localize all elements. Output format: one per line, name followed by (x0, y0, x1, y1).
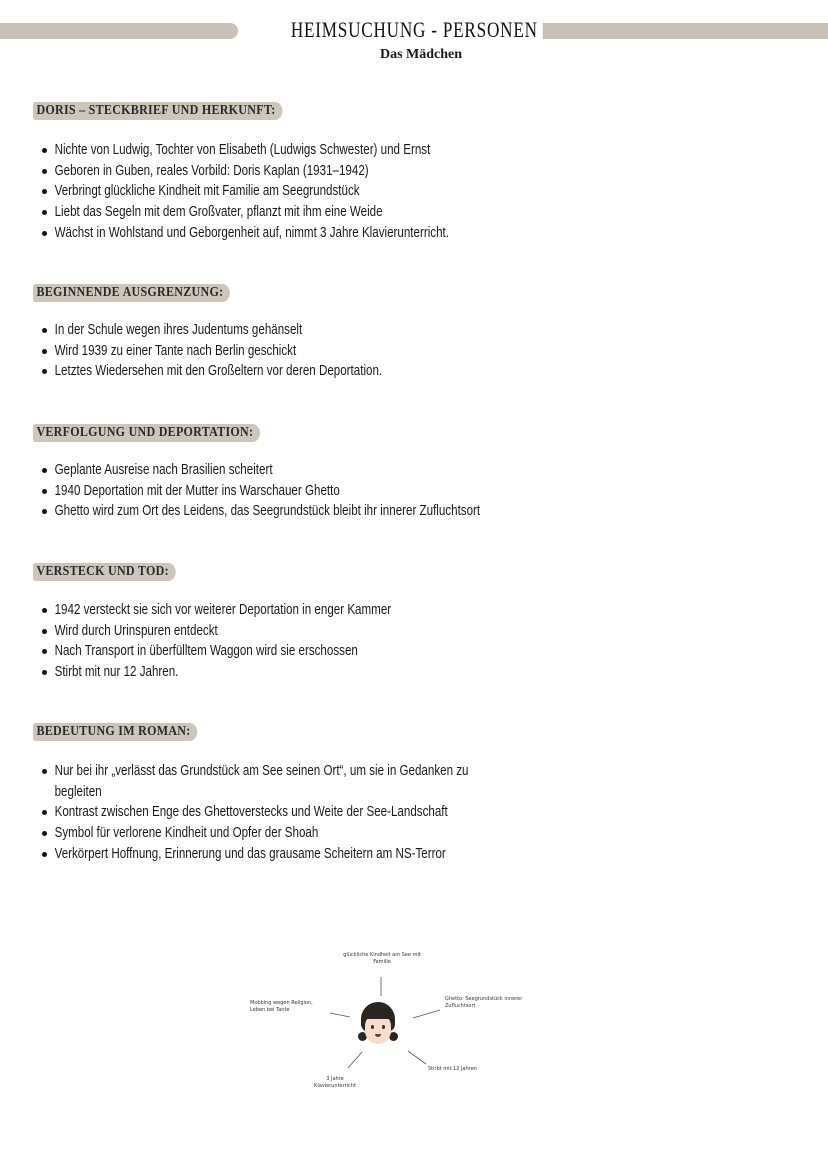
section-heading: DORIS – STECKBRIEF UND HERKUNFT: (33, 102, 282, 120)
bullet-list (41, 600, 479, 683)
list-item: Wird durch Urinspuren entdeckt (41, 621, 479, 642)
girl-emoji-icon (358, 1002, 398, 1048)
list-item: Geplante Ausreise nach Brasilien scheitert (41, 460, 590, 481)
bullet-list (41, 761, 575, 865)
mindmap-sketch (230, 940, 530, 1100)
bullet-list (41, 140, 551, 244)
section-heading: BEDEUTUNG IM ROMAN: (33, 723, 197, 741)
page-title: HEIMSUCHUNG - PERSONEN (286, 17, 542, 43)
section-ausgrenzung (33, 283, 383, 380)
list-item: Verkörpert Hoffnung, Erinnerung und das grausame Scheitern am NS-Terror (41, 844, 575, 865)
list-item: Stirbt mit nur 12 Jahren. (41, 662, 479, 683)
mindmap-note: 3 Jahre Klavierunterricht (314, 1076, 356, 1089)
list-item: Liebt das Segeln mit dem Großvater, pflanzt mit ihm eine Weide (41, 202, 551, 223)
list-item: Ghetto wird zum Ort des Leidens, das Seegrundstück bleibt ihr innerer Zufluchtsort (41, 501, 590, 522)
bullet-list (41, 320, 467, 382)
mindmap-note: Stirbt mit 12 Jahren (428, 1066, 477, 1072)
list-item: Wird 1939 zu einer Tante nach Berlin geschickt (41, 341, 467, 362)
list-item: Wächst in Wohlstand und Geborgenheit auf, nimmt 3 Jahre Klavierunterricht. (41, 223, 551, 244)
list-item: Kontrast zwischen Enge des Ghettoverstecks und Weite der See-Landschaft (41, 802, 575, 823)
section-heading: BEGINNENDE AUSGRENZUNG: (33, 284, 230, 302)
list-item: Nach Transport in überfülltem Waggon wird sie erschossen (41, 641, 479, 662)
list-item: Letztes Wiedersehen mit den Großeltern vor deren Deportation. (41, 361, 467, 382)
page-title-wrap (0, 17, 828, 43)
section-verfolgung (33, 423, 481, 520)
page-subtitle: Das Mädchen (379, 47, 463, 62)
section-steckbrief (33, 101, 449, 241)
section-heading: VERFOLGUNG UND DEPORTATION: (33, 424, 260, 442)
mindmap-note: glückliche Kindheit am See mit Familie (343, 952, 421, 965)
mindmap-note: Ghetto: Seegrundstück innerer Zufluchtsort (445, 996, 523, 1009)
list-item: Symbol für verlorene Kindheit und Opfer der Shoah (41, 823, 575, 844)
list-item-continuation: begleiten (54, 783, 102, 800)
list-item: In der Schule wegen ihres Judentums gehänselt (41, 320, 467, 341)
section-versteck (33, 562, 392, 681)
section-heading: VERSTECK UND TOD: (33, 563, 176, 581)
section-bedeutung (33, 722, 469, 862)
list-item: 1942 versteckt sie sich vor weiterer Deportation in enger Kammer (41, 600, 479, 621)
list-item: 1940 Deportation mit der Mutter ins Warschauer Ghetto (41, 481, 590, 502)
mindmap-note: Mobbing wegen Religion, Leben bei Tante (250, 1000, 313, 1013)
list-item: Nichte von Ludwig, Tochter von Elisabeth (Ludwigs Schwester) und Ernst (41, 140, 551, 161)
list-item: Nur bei ihr „verlässt das Grundstück am See seinen Ort“, um sie in Gedanken zu (41, 761, 575, 782)
list-item: Verbringt glückliche Kindheit mit Familie am Seegrundstück (41, 181, 551, 202)
list-item: Geboren in Guben, reales Vorbild: Doris Kaplan (1931–1942) (41, 161, 551, 182)
bullet-list (41, 460, 590, 522)
